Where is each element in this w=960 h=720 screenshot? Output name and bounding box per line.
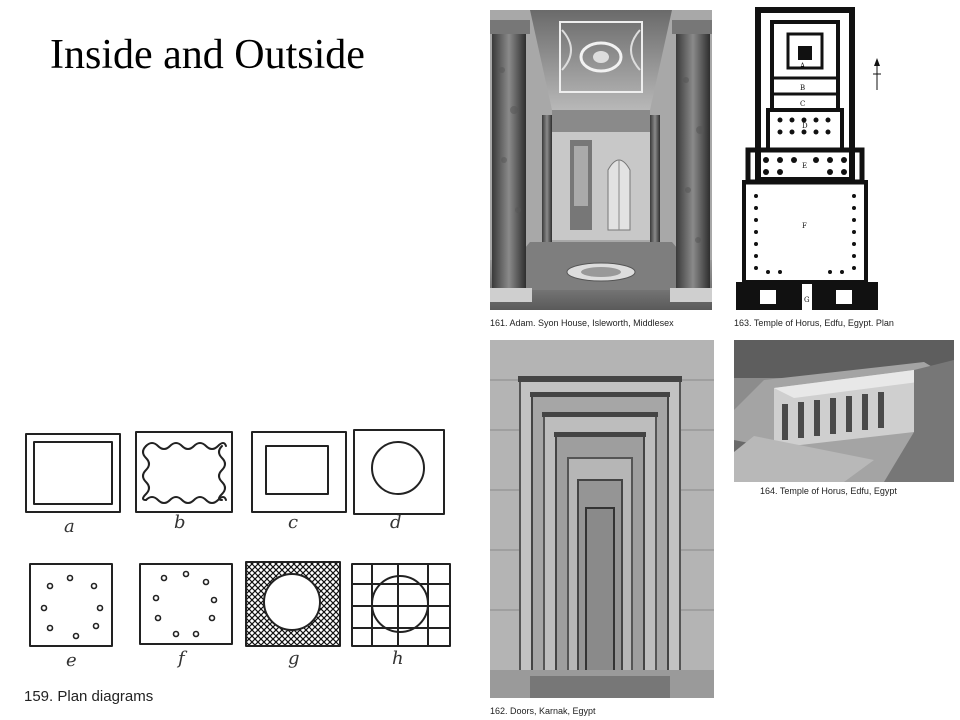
caption-syon-house: 161. Adam. Syon House, Isleworth, Middlesex — [490, 318, 674, 328]
karnak-doors-photo — [490, 340, 714, 698]
label-f: f — [178, 648, 185, 669]
figure-edfu-photo — [730, 336, 956, 504]
diagram-c — [252, 432, 346, 512]
plan-letter-f: F — [802, 222, 807, 230]
edfu-temple-photo — [734, 340, 954, 482]
diagram-b — [136, 432, 232, 512]
label-e: e — [66, 650, 77, 671]
plan-letter-g: G — [804, 296, 810, 304]
slide-title: Inside and Outside — [50, 32, 365, 78]
syon-house-photo — [490, 10, 712, 310]
label-d: d — [390, 512, 402, 533]
caption-edfu-photo: 164. Temple of Horus, Edfu, Egypt — [760, 486, 897, 496]
figure-edfu-plan — [724, 4, 956, 330]
caption-edfu-plan: 163. Temple of Horus, Edfu, Egypt. Plan — [734, 318, 894, 328]
plan-letter-b: B — [800, 84, 806, 92]
label-b: b — [174, 512, 186, 533]
figure-plan-diagrams — [0, 414, 480, 720]
plan-letter-d: D — [802, 122, 808, 130]
label-a: a — [64, 516, 75, 537]
diagram-d — [354, 430, 444, 514]
plan-letter-a: A — [800, 62, 806, 70]
label-h: h — [392, 648, 404, 669]
caption-plan-diagrams: 159. Plan diagrams — [24, 688, 154, 705]
diagram-g — [246, 562, 340, 646]
label-c: c — [288, 512, 299, 533]
figure-karnak-doors — [484, 334, 720, 720]
plan-diagrams-sketch — [0, 414, 480, 684]
diagram-h — [352, 564, 450, 646]
edfu-plan-drawing — [732, 6, 902, 312]
plan-letter-c: C — [800, 100, 806, 108]
north-arrow-icon — [872, 58, 882, 92]
caption-karnak-doors: 162. Doors, Karnak, Egypt — [490, 706, 596, 716]
plan-letter-e: E — [802, 162, 808, 170]
label-g: g — [288, 648, 300, 669]
diagram-a — [26, 434, 120, 512]
figure-syon-house — [484, 4, 720, 330]
